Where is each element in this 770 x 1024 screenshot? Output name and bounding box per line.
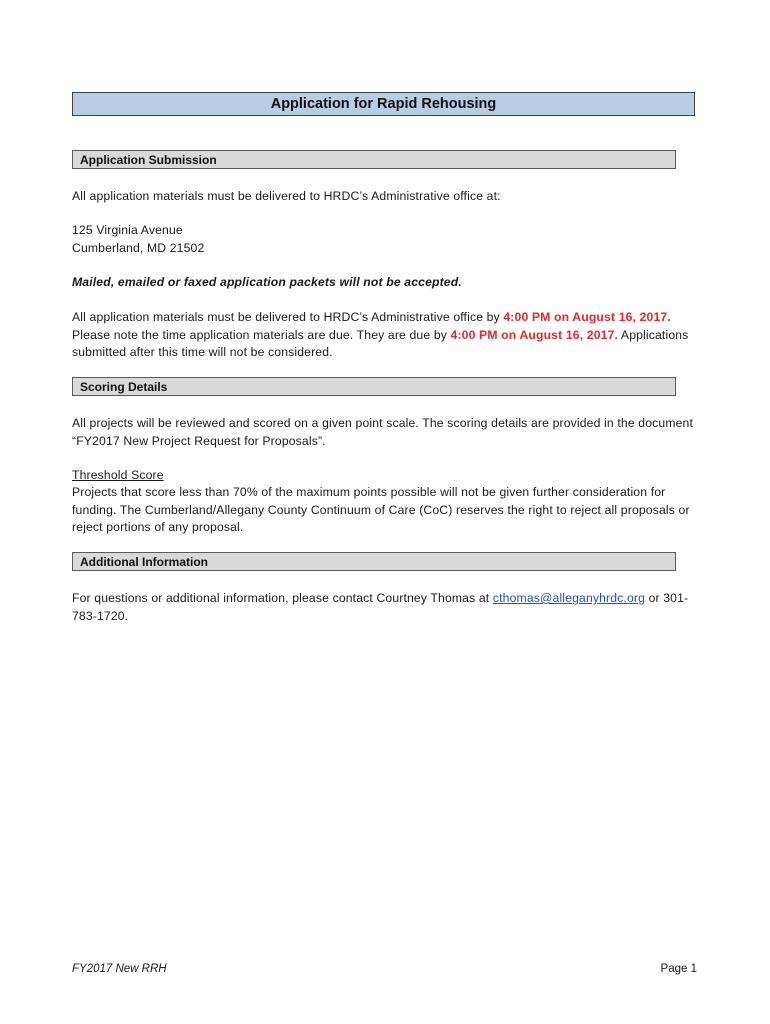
footer-document-label: FY2017 New RRH (72, 963, 167, 975)
footer-page-number: Page 1 (660, 963, 697, 975)
deadline-paragraph (72, 309, 700, 362)
deadline-text-2: Please note the time application materials are due. They are due by (72, 327, 451, 342)
address-line-1: 125 Virginia Avenue (72, 223, 183, 237)
additional-text-2: or 301-783-1720. (72, 591, 689, 623)
contact-email-link[interactable]: cthomas@alleganyhrdc.org (492, 591, 646, 605)
deadline-highlight-2: 4:00 PM on August 16, 2017. (450, 327, 619, 342)
additional-text-1: For questions or additional information, please contact Courtney Thomas at (72, 591, 493, 605)
page-title: Application for Rapid Rehousing (72, 92, 695, 116)
address-block (72, 222, 702, 257)
section-heading-scoring: Scoring Details (72, 377, 676, 396)
submission-warning: Mailed, emailed or faxed application packets will not be accepted. (72, 275, 462, 289)
section-heading-submission: Application Submission (72, 150, 676, 169)
address-line-2: Cumberland, MD 21502 (72, 240, 205, 255)
deadline-highlight-1: 4:00 PM on August 16, 2017. (503, 310, 671, 324)
section-heading-additional: Additional Information (72, 552, 676, 571)
threshold-body: Projects that score less than 70% of the maximum points possible will not be given further consideration for funding. The Cumberland/Allegany County Continuum of Care (CoC) reserves the right to reject all proposals or reject portions of any proposal. (72, 485, 690, 534)
additional-body (72, 590, 702, 625)
scoring-body: All projects will be reviewed and scored on a given point scale. The scoring details are provided in the document “FY2017 New Project Request for Proposals”. (72, 416, 694, 448)
deadline-text-3: Applications submitted after this time will not be considered. (72, 327, 689, 359)
threshold-heading: Threshold Score (72, 468, 164, 482)
submission-intro: All application materials must be delivered to HRDC’s Administrative office at: (72, 189, 501, 203)
deadline-text-1: All application materials must be delivered to HRDC’s Administrative office by (72, 310, 504, 324)
